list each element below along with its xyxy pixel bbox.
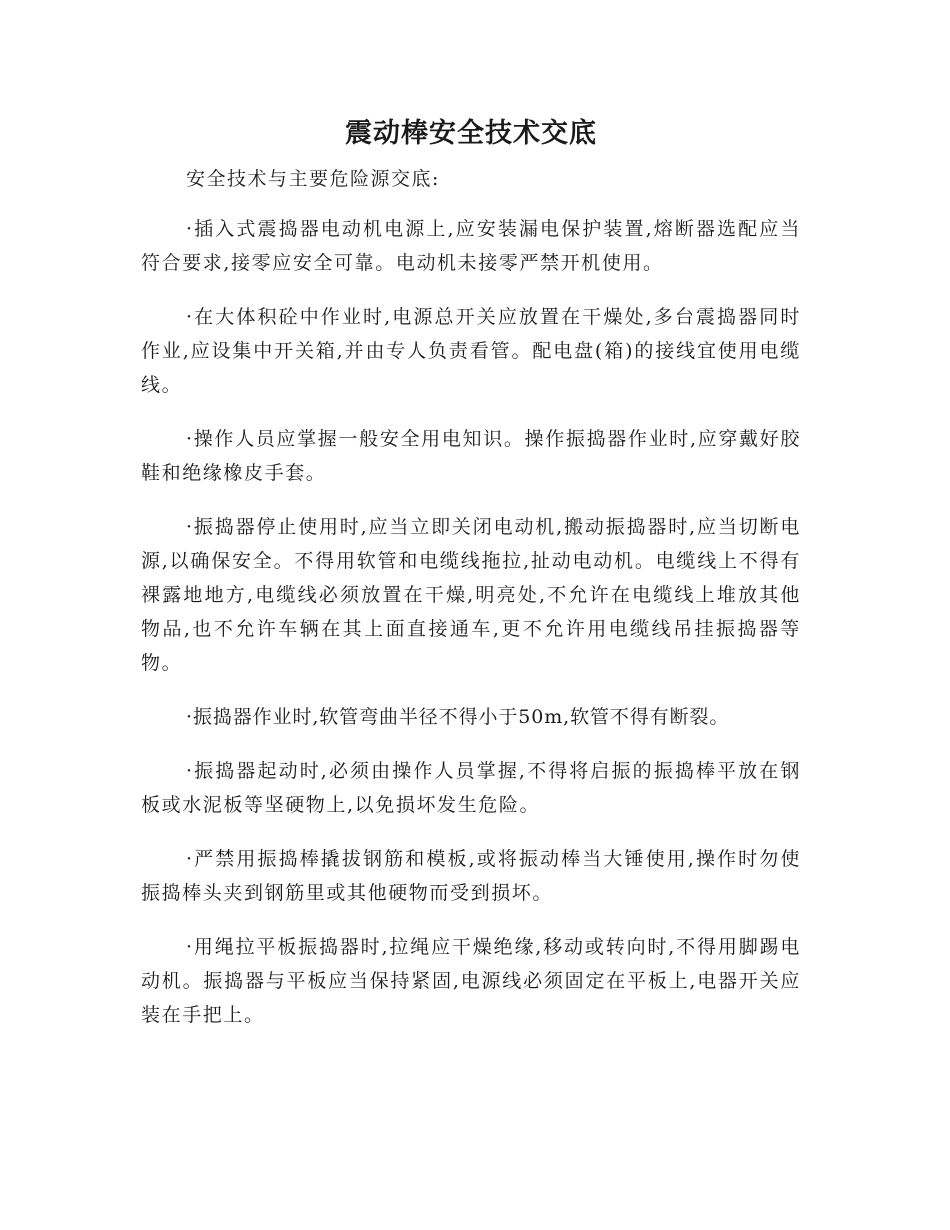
safety-item-3: ·操作人员应掌握一般安全用电知识。操作振捣器作业时,应穿戴好胶鞋和绝缘橡皮手套。 (141, 428, 801, 484)
intro-paragraph: 安全技术与主要危险源交底: (186, 168, 440, 190)
safety-item-5: ·振捣器作业时,软管弯曲半径不得小于50m,软管不得有断裂。 (186, 706, 730, 728)
safety-item-8: ·用绳拉平板振捣器时,拉绳应干燥绝缘,移动或转向时,不得用脚踢电动机。振捣器与平板应当保持紧固,电源线必须固定在平板上,电器开关应装在手把上。 (141, 936, 801, 1026)
safety-item-7: ·严禁用振捣棒撬拔钢筋和模板,或将振动棒当大锤使用,操作时勿使振捣棒头夹到钢筋里或其他硬物而受到损坏。 (141, 848, 801, 904)
document-title: 震动棒安全技术交底 (345, 118, 597, 149)
safety-item-6: ·振捣器起动时,必须由操作人员掌握,不得将启振的振捣棒平放在钢板或水泥板等坚硬物上,以免损坏发生危险。 (141, 760, 801, 816)
safety-item-4: ·振捣器停止使用时,应当立即关闭电动机,搬动振捣器时,应当切断电源,以确保安全。不得用软管和电缆线拖拉,扯动电动机。电缆线上不得有裸露地地方,电缆线必须放置在干燥,明亮处,不允许在电缆线上堆放其他物品,也不允许车辆在其上面直接通车,更不允许用电缆线吊挂振捣器等物。 (141, 516, 801, 674)
document-page (141, 108, 801, 1052)
safety-item-1: ·插入式震捣器电动机电源上,应安装漏电保护装置,熔断器选配应当符合要求,接零应安全可靠。电动机未接零严禁开机使用。 (141, 218, 801, 274)
safety-item-2: ·在大体积砼中作业时,电源总开关应放置在干燥处,多台震捣器同时作业,应设集中开关箱,并由专人负责看管。配电盘(箱)的接线宜使用电缆线。 (141, 306, 801, 396)
